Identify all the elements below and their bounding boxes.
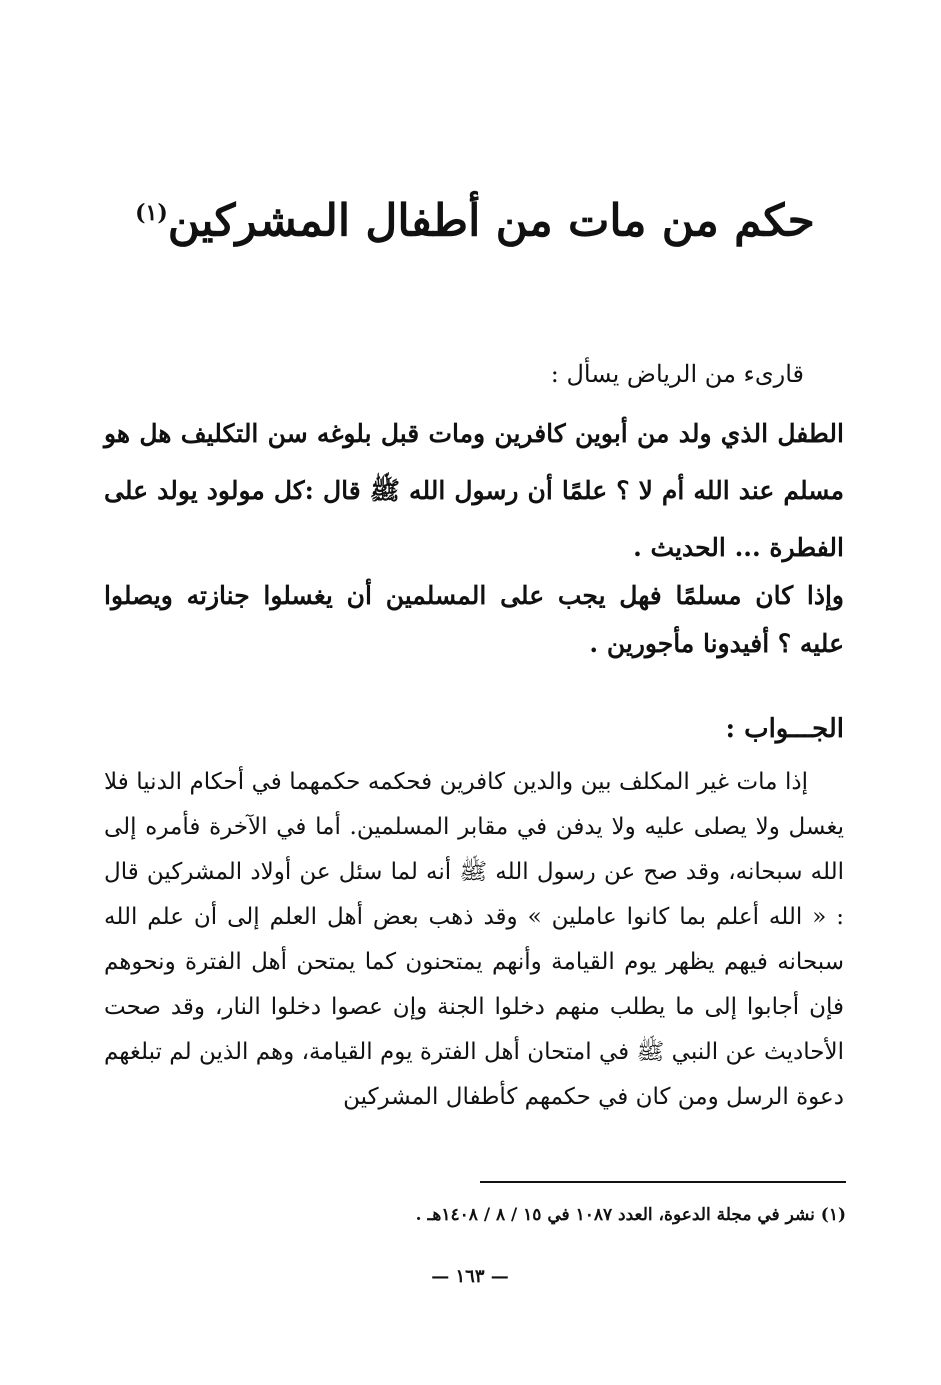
title-footnote-marker: (١) bbox=[135, 200, 168, 226]
question-paragraph-2: وإذا كان مسلمًا فهل يجب على المسلمين أن يغسلوا جنازته ويصلوا عليه ؟ أفيدونا مأجورين . bbox=[104, 581, 844, 658]
answer-text: إذا مات غير المكلف بين والدين كافرين فحكمه حكمهما في أحكام الدنيا فلا يغسل ولا يصلى عليه ولا يدفن في مقابر المسلمين. أما في الآخرة فأمره إلى الله سبحانه، وقد صح عن رسول الله ﷺ أنه لما سئل عن أولاد المشركين قال : « الله أعلم بما كانوا عاملين » وقد ذهب بعض أهل العلم إلى أن علم الله سبحانه فيهم يظهر يوم القيامة وأنهم يمتحنون كما يمتحن أهل الفترة ونحوهم فإن أجابوا إلى ما يطلب منهم دخلوا الجنة وإن عصوا دخلوا النار، وقد صحت الأحاديث عن النبي ﷺ في امتحان أهل الفترة يوم القيامة، وهم الذين لم تبلغهم دعوة الرسل ومن كان في حكمهم كأطفال المشركين bbox=[104, 769, 844, 1110]
question-paragraph-1: الطفل الذي ولد من أبوين كافرين ومات قبل بلوغه سن التكليف هل هو مسلم عند الله أم لا ؟ علمًا أن رسول الله ﷺ قال :كل مولود يولد على الفطرة ... الحديث . bbox=[104, 419, 844, 562]
footnote-divider bbox=[480, 1181, 846, 1183]
page-title bbox=[120, 178, 830, 257]
title-text: حكم من مات من أطفال المشركين bbox=[167, 195, 815, 247]
answer-body bbox=[104, 760, 844, 1120]
answer-label: الجـــواب : bbox=[725, 714, 844, 744]
footnote: (١) نشر في مجلة الدعوة، العدد ١٠٨٧ في ١٥ / ٨ / ١٤٠٨هـ . bbox=[415, 1205, 846, 1225]
question-intro: قارىء من الرياض يسأل : bbox=[550, 360, 804, 388]
page-number: — ١٦٣ — bbox=[431, 1266, 509, 1287]
